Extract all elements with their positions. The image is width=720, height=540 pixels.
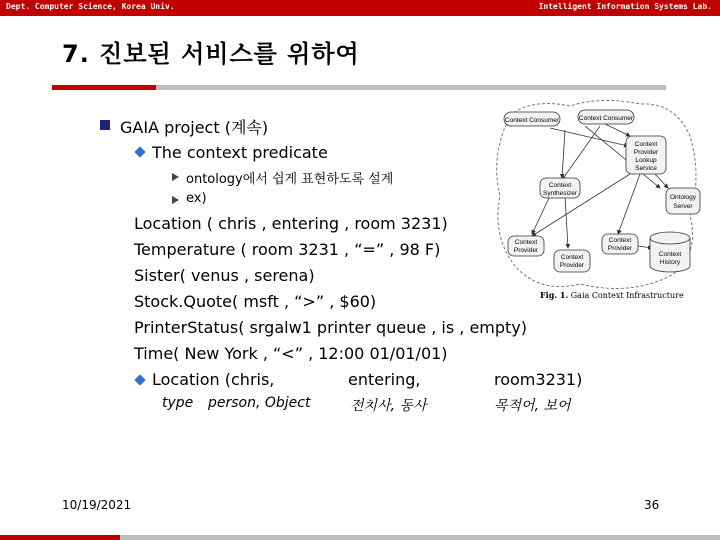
gaia-context-diagram bbox=[490, 96, 702, 304]
node-label: Provider bbox=[607, 245, 633, 252]
node-label: Provider bbox=[633, 149, 659, 156]
triangle-bullet-icon bbox=[172, 173, 179, 181]
bullet-level1: GAIA project (계속) bbox=[120, 118, 269, 137]
node-label: Service bbox=[635, 165, 657, 172]
title-underline-accent bbox=[52, 85, 156, 90]
node-label: Context bbox=[514, 239, 538, 246]
header-right-text: Intelligent Information Systems Lab. bbox=[538, 2, 712, 11]
ontology-server-node bbox=[666, 188, 700, 214]
node-label: History bbox=[659, 259, 681, 266]
node-label: Provider bbox=[513, 247, 539, 254]
bullet-level3-item: ontology에서 쉽게 표현하도록 설계 bbox=[186, 172, 394, 187]
example-line: Stock.Quote( msft , “>” , $60) bbox=[134, 292, 377, 311]
node-label: Lookup bbox=[635, 157, 657, 164]
node-label: Context bbox=[608, 237, 632, 244]
footer-date: 10/19/2021 bbox=[62, 498, 132, 512]
node-label: Server bbox=[673, 203, 693, 210]
example-line: Location ( chris , entering , room 3231) bbox=[134, 214, 448, 233]
node-label: Provider bbox=[559, 262, 585, 269]
slide-title: 7. 진보된 서비스를 위하여 bbox=[62, 40, 360, 68]
example-line: Temperature ( room 3231 , “=” , 98 F) bbox=[134, 240, 441, 259]
bullet-level2: The context predicate bbox=[152, 143, 328, 162]
type-mid: 전치사, 동사 bbox=[350, 398, 427, 414]
header-left-text: Dept. Computer Science, Korea Univ. bbox=[6, 2, 175, 11]
example-line: PrinterStatus( srgalw1 printer queue , is , empty) bbox=[134, 318, 528, 337]
example-line: Time( New York , “<” , 12:00 01/01/01) bbox=[134, 344, 448, 363]
footer-bar bbox=[120, 535, 720, 540]
type-first: person, Object bbox=[208, 395, 311, 411]
node-label: Context bbox=[658, 251, 682, 258]
bullet-level3-item: ex) bbox=[186, 191, 207, 206]
header-bar bbox=[0, 0, 720, 16]
triangle-bullet-icon bbox=[172, 196, 179, 204]
square-bullet-icon bbox=[100, 120, 110, 130]
title-underline bbox=[156, 85, 666, 90]
type-right: 목적어, 보어 bbox=[494, 398, 571, 414]
location-mid: entering, bbox=[348, 370, 421, 389]
node-label: Context bbox=[634, 141, 658, 148]
figure-caption bbox=[540, 290, 684, 300]
location-right: room3231) bbox=[494, 370, 583, 389]
figure-caption-text: Gaia Context Infrastructure bbox=[570, 291, 684, 300]
node-label: Context bbox=[548, 182, 572, 189]
node-label: Synthesizer bbox=[543, 190, 577, 197]
location-label: Location (chris, bbox=[152, 370, 275, 389]
diamond-bullet-icon bbox=[134, 146, 145, 157]
node-label: Context Consumer bbox=[578, 115, 634, 122]
node-label: Ontology bbox=[669, 194, 697, 201]
type-label: type bbox=[162, 395, 194, 411]
page-number: 36 bbox=[644, 498, 660, 512]
diamond-bullet-icon bbox=[134, 374, 145, 385]
figure-caption-number: Fig. 1. bbox=[540, 290, 569, 300]
footer-accent-bar bbox=[0, 535, 120, 540]
node-label: Context bbox=[560, 254, 584, 261]
node-label: Context Consumer bbox=[504, 117, 560, 124]
example-line: Sister( venus , serena) bbox=[134, 266, 315, 285]
